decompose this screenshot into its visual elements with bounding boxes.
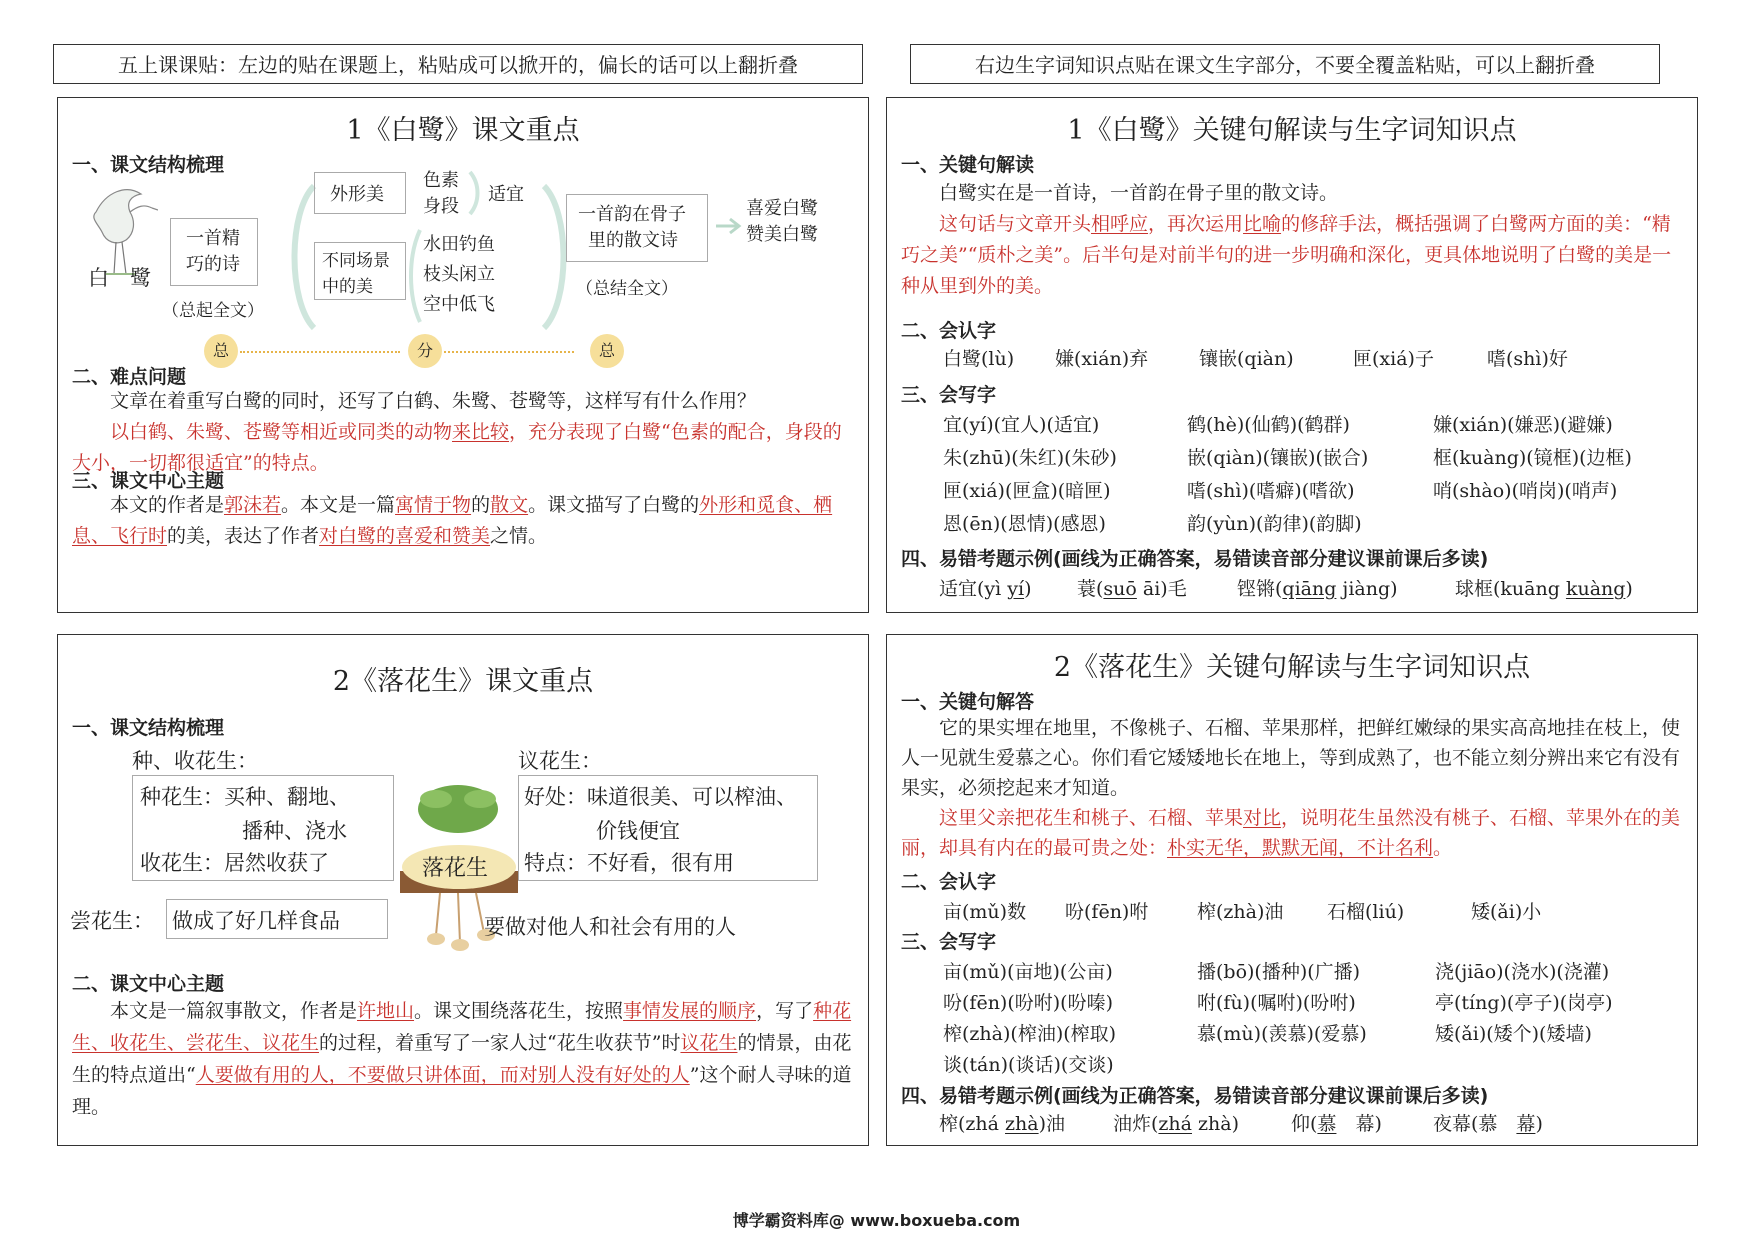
flow-step: 总: [204, 334, 238, 368]
recognize-word: 白鹭(lù): [943, 348, 1015, 370]
center-label: 落花生: [422, 856, 489, 881]
diagram-text: 枝头闲立: [423, 264, 495, 285]
panel-title: 2《落花生》关键句解读与生字词知识点: [1053, 652, 1531, 683]
flow-line: [444, 351, 574, 353]
panel-luohuasheng-key-points: [57, 634, 869, 1146]
section-heading: 二、课文中心主题: [72, 973, 225, 995]
write-word: 浇(jiāo)(浇水)(浇灌): [1435, 961, 1610, 983]
key-sentence-block: [901, 178, 1687, 302]
write-word: 亩(mǔ)(亩地)(公亩): [943, 961, 1113, 983]
write-word: 宜(yí)(宜人)(适宜): [943, 414, 1100, 436]
theme-text: 本文的作者是郭沫若。本文是一篇寓情于物的散文。课文描写了白鹭的外形和觅食、栖息、飞行时的美，表达了作者对白鹭的喜爱和赞美之情。: [72, 494, 833, 547]
error-example: 铿锵(qiāng jiàng): [1237, 578, 1398, 600]
error-example: 球框(kuāng kuàng): [1455, 578, 1633, 600]
recognize-word: 吩(fēn)咐: [1065, 901, 1149, 923]
diagram-text: （总结全文）: [576, 279, 678, 299]
section-heading: 一、课文结构梳理: [72, 717, 225, 739]
note-right: 右边生字词知识点贴在课文生字部分，不要全覆盖粘贴，可以上翻折叠: [910, 44, 1660, 84]
write-word: 匣(xiá)(匣盒)(暗匣): [943, 480, 1111, 502]
section-heading: 三、会写字: [901, 931, 997, 953]
write-word: 谈(tán)(谈话)(交谈): [943, 1054, 1114, 1076]
panel-title: 2《落花生》课文重点: [332, 666, 594, 697]
write-word: 矮(ǎi)(矮个)(矮墙): [1435, 1023, 1592, 1045]
diagram-text: 一首精: [186, 228, 240, 249]
theme-text: 本文是一篇叙事散文，作者是许地山。课文围绕落花生，按照事情发展的顺序，写了种花生、收花生、尝花生、议花生的过程，着重写了一家人过“花生收获节”时议花生的情景，由花生的特点道出“人要做有用的人，不要做只讲体面，而对别人没有好处的人”这个耐人寻味的道理。: [72, 1000, 852, 1118]
write-word: 鹤(hè)(仙鹤)(鹤群): [1187, 414, 1350, 436]
error-example: 适宜(yì yí): [939, 578, 1032, 600]
diagram-text: 不同场景: [322, 251, 390, 271]
section-heading: 二、会认字: [901, 871, 997, 893]
write-word: 咐(fù)(嘱咐)(吩咐): [1197, 992, 1356, 1014]
diagram-label-bailu: 白 鹭: [88, 266, 151, 290]
diagram-text: 里的散文诗: [588, 230, 678, 251]
write-word: 朱(zhū)(朱红)(朱砂): [943, 447, 1117, 469]
section-heading: 二、难点问题: [72, 366, 187, 388]
arrow-icon: [714, 216, 744, 236]
note-left: 五上课课贴：左边的贴在课题上，粘贴成可以掀开的，偏长的话可以上翻折叠: [53, 44, 863, 84]
section-heading: 一、关键句解读: [901, 154, 1035, 176]
recognize-word: 嫌(xián)弃: [1055, 348, 1149, 370]
diagram-text: 色素: [423, 170, 459, 191]
error-example: 油炸(zhá zhà): [1113, 1113, 1240, 1135]
panel-bailu-key-points: [57, 97, 869, 613]
panel-title: 1《白鹭》关键句解读与生字词知识点: [1067, 115, 1517, 146]
flow-step: 分: [408, 334, 442, 368]
diagram-text: 做成了好几样食品: [172, 909, 340, 933]
diagram-text: 一首韵在骨子: [578, 204, 686, 225]
section-heading: 三、课文中心主题: [72, 470, 225, 492]
write-word: 嫌(xián)(嫌恶)(避嫌): [1433, 414, 1613, 436]
diagram-text: 收花生：居然收获了: [140, 851, 329, 875]
diagram-text: 外形美: [330, 184, 384, 205]
error-example: 仰(慕 幕): [1291, 1113, 1382, 1135]
diagram-heading: 议花生：: [518, 749, 602, 773]
diagram-text: 水田钓鱼: [423, 234, 495, 255]
diagram-text: 好处：味道很美、可以榨油、: [524, 785, 797, 809]
diagram-text: 赞美白鹭: [746, 224, 818, 245]
diagram-text: 喜爱白鹭: [746, 198, 818, 219]
section-heading: 一、关键句解答: [901, 691, 1035, 713]
key-sentence-explanation: 这里父亲把花生和桃子、石榴、苹果对比，说明花生虽然没有桃子、石榴、苹果外在的美丽，却具有内在的最可贵之处：朴实无华，默默无闻，不计名利。: [901, 807, 1681, 859]
panel-title: 1《白鹭》课文重点: [346, 115, 580, 146]
panel-luohuasheng-vocabulary: [886, 634, 1698, 1146]
diagram-text: 身段: [423, 196, 459, 217]
error-example: 夜幕(慕 幕): [1433, 1113, 1543, 1135]
diagram-text: 空中低飞: [423, 294, 495, 315]
section-heading: 三、会写字: [901, 384, 997, 406]
diagram-text: 巧的诗: [186, 254, 240, 275]
flow-line: [240, 351, 400, 353]
recognize-word: 镶嵌(qiàn): [1199, 348, 1294, 370]
section-heading: 四、易错考题示例(画线为正确答案，易错读音部分建议课前课后多读): [901, 548, 1489, 570]
write-word: 亭(tíng)(亭子)(岗亭): [1435, 992, 1613, 1014]
key-sentence: 它的果实埋在地里，不像桃子、石榴、苹果那样，把鲜红嫩绿的果实高高地挂在枝上，使人一见就生爱慕之心。你们看它矮矮地长在地上，等到成熟了，也不能立刻分辨出来它有没有果实，必须挖起来才知道。: [901, 717, 1681, 799]
diagram-text: 适宜: [488, 184, 524, 205]
brace-small: [466, 168, 486, 218]
key-sentence-block: [901, 713, 1687, 863]
write-word: 恩(ēn)(恩情)(感恩): [943, 513, 1106, 535]
write-word: 韵(yùn)(韵律)(韵脚): [1187, 513, 1362, 535]
footer-watermark: 博学霸资料库@ www.boxueba.com: [732, 1211, 1021, 1230]
write-word: 框(kuàng)(镜框)(边框): [1433, 447, 1632, 469]
write-word: 播(bō)(播种)(广播): [1197, 961, 1361, 983]
recognize-word: 亩(mǔ)数: [943, 901, 1027, 923]
answer: 以白鹤、朱鹭、苍鹭等相近或同类的动物来比较，充分表现了白鹭“色素的配合，身段的大小，一切都很适宜”的特点。: [72, 421, 842, 474]
write-word: 慕(mù)(羡慕)(爱慕): [1197, 1023, 1367, 1045]
section-heading: 四、易错考题示例(画线为正确答案，易错读音部分建议课前课后多读): [901, 1085, 1489, 1107]
recognize-word: 矮(ǎi)小: [1471, 901, 1542, 923]
write-word: 榨(zhà)(榨油)(榨取): [943, 1023, 1117, 1045]
error-example: 榨(zhá zhà)油: [939, 1113, 1066, 1135]
diagram-text: 种花生：买种、翻地、: [140, 785, 350, 809]
diagram-text: 尝花生：: [70, 909, 154, 933]
diagram-text: （总起全文）: [162, 301, 264, 321]
diagram-text: 要做对他人和社会有用的人: [484, 915, 736, 939]
section-heading: 一、课文结构梳理: [72, 154, 225, 176]
recognize-word: 石榴(liú): [1327, 901, 1405, 923]
recognize-word: 榨(zhà)油: [1197, 901, 1284, 923]
question: 文章在着重写白鹭的同时，还写了白鹤、朱鹭、苍鹭等，这样写有什么作用？: [110, 390, 757, 412]
flow-step: 总: [590, 334, 624, 368]
recognize-word: 嗜(shì)好: [1487, 348, 1568, 370]
write-word: 哨(shào)(哨岗)(哨声): [1433, 480, 1618, 502]
diagram-heading: 种、收花生：: [132, 749, 258, 773]
write-word: 嗜(shì)(嗜癖)(嗜欲): [1187, 480, 1355, 502]
diagram-text: 特点：不好看，很有用: [524, 851, 734, 875]
diagram-text: 播种、浇水: [242, 819, 347, 843]
diagram-text: 中的美: [322, 277, 373, 297]
panel-bailu-vocabulary: [886, 97, 1698, 613]
error-example: 蓑(suō āi)毛: [1077, 578, 1187, 600]
diagram-text: 价钱便宜: [596, 819, 680, 843]
key-sentence-explanation: 这句话与文章开头相呼应，再次运用比喻的修辞手法，概括强调了白鹭两方面的美：“精巧之美”“质朴之美”。后半句是对前半句的进一步明确和深化，更具体地说明了白鹭的美是一种从里到外的美。: [901, 213, 1672, 297]
brace-small: [404, 226, 424, 326]
recognize-word: 匣(xiá)子: [1353, 348, 1434, 370]
write-word: 嵌(qiàn)(镶嵌)(嵌合): [1187, 447, 1369, 469]
structure-diagram: [58, 745, 870, 955]
section-heading: 二、会认字: [901, 320, 997, 342]
key-sentence: 白鹭实在是一首诗，一首韵在骨子里的散文诗。: [939, 182, 1339, 204]
write-word: 吩(fēn)(吩咐)(吩嗪): [943, 992, 1113, 1014]
